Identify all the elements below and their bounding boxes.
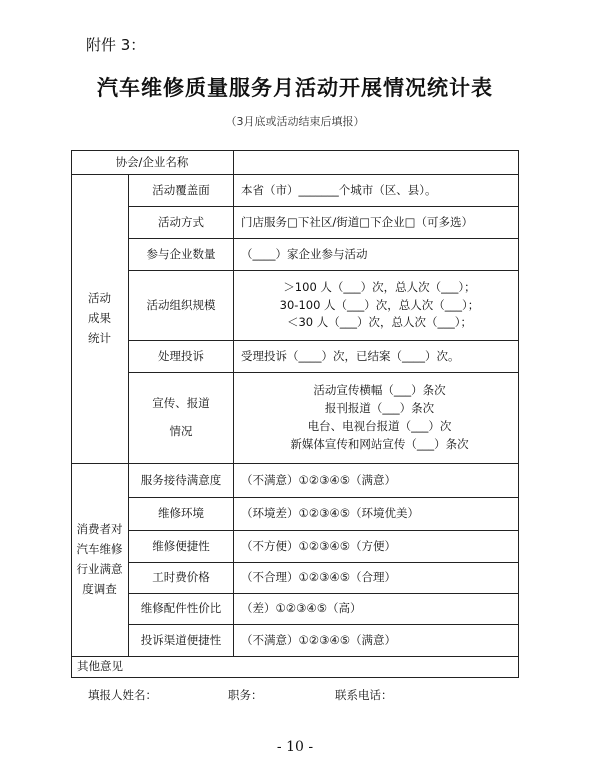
parts-value-rating[interactable]: （差）①②③④⑤（高）	[241, 601, 362, 616]
org-name-field[interactable]	[234, 151, 518, 174]
other-opinion-label: 其他意见	[77, 659, 123, 674]
subtitle: （3月底或活动结束后填报）	[225, 115, 365, 128]
complaints-value[interactable]: 受理投诉（____）次，已结案（____）次。	[241, 348, 460, 363]
repair-environment-rating[interactable]: （环境差）①②③④⑤（环境优美）	[241, 506, 420, 521]
org-name-label: 协会/企业名称	[115, 154, 189, 169]
activity-section-label: 活动 成果 统计	[88, 291, 111, 345]
activity-mode-value[interactable]: 门店服务□下社区/街道□下企业□（可多选）	[241, 214, 473, 229]
position-label: 职务：	[228, 688, 263, 702]
page-number: - 10 -	[276, 739, 314, 755]
complaints-label: 处理投诉	[158, 348, 204, 363]
statistics-form-table	[71, 150, 519, 678]
participant-count-label: 参与企业数量	[146, 246, 216, 261]
coverage-value[interactable]: 本省（市）_______个城市（区、县）。	[241, 182, 437, 197]
reception-satisfaction-rating[interactable]: （不满意）①②③④⑤（满意）	[241, 472, 397, 487]
complaint-channel-rating[interactable]: （不满意）①②③④⑤（满意）	[241, 632, 397, 647]
reception-satisfaction-label: 服务接待满意度	[140, 472, 222, 487]
repair-convenience-rating[interactable]: （不方便）①②③④⑤（方便）	[241, 538, 397, 553]
organization-scale-label: 活动组织规模	[146, 297, 216, 312]
labor-price-label: 工时费价格	[152, 570, 210, 585]
organization-scale-value[interactable]: ＞100 人（___）次，总人次（___）； 30-100 人（___）次，总人次（___）； ＜30 人（___）次，总人次（___）；	[279, 279, 480, 330]
table-border	[71, 677, 519, 678]
activity-mode-label: 活动方式	[158, 214, 204, 229]
repair-environment-label: 维修环境	[158, 506, 204, 521]
coverage-label: 活动覆盖面	[152, 182, 210, 197]
phone-label: 联系电话：	[335, 688, 393, 702]
participant-count-value[interactable]: （____）家企业参与活动	[241, 246, 368, 261]
other-opinion-field[interactable]	[171, 657, 518, 677]
publicity-label: 宣传、报道 情况	[152, 396, 210, 438]
page-title: 汽车维修质量服务月活动开展情况统计表	[97, 75, 493, 100]
survey-section-label: 消费者对 汽车维修 行业满意 度调查	[76, 522, 123, 596]
table-border	[518, 150, 519, 678]
repair-convenience-label: 维修便捷性	[152, 538, 210, 553]
filler-name-label: 填报人姓名：	[88, 688, 157, 702]
publicity-value[interactable]: 活动宣传横幅（___）条次 报刊报道（___）条次 电台、电视台报道（___）次 新媒体宣传和网站宣传（___）条次	[290, 383, 469, 451]
labor-price-rating[interactable]: （不合理）①②③④⑤（合理）	[241, 570, 397, 585]
parts-value-label: 维修配件性价比	[140, 601, 222, 616]
attachment-label: 附件 3：	[86, 36, 146, 54]
complaint-channel-label: 投诉渠道便捷性	[140, 632, 222, 647]
